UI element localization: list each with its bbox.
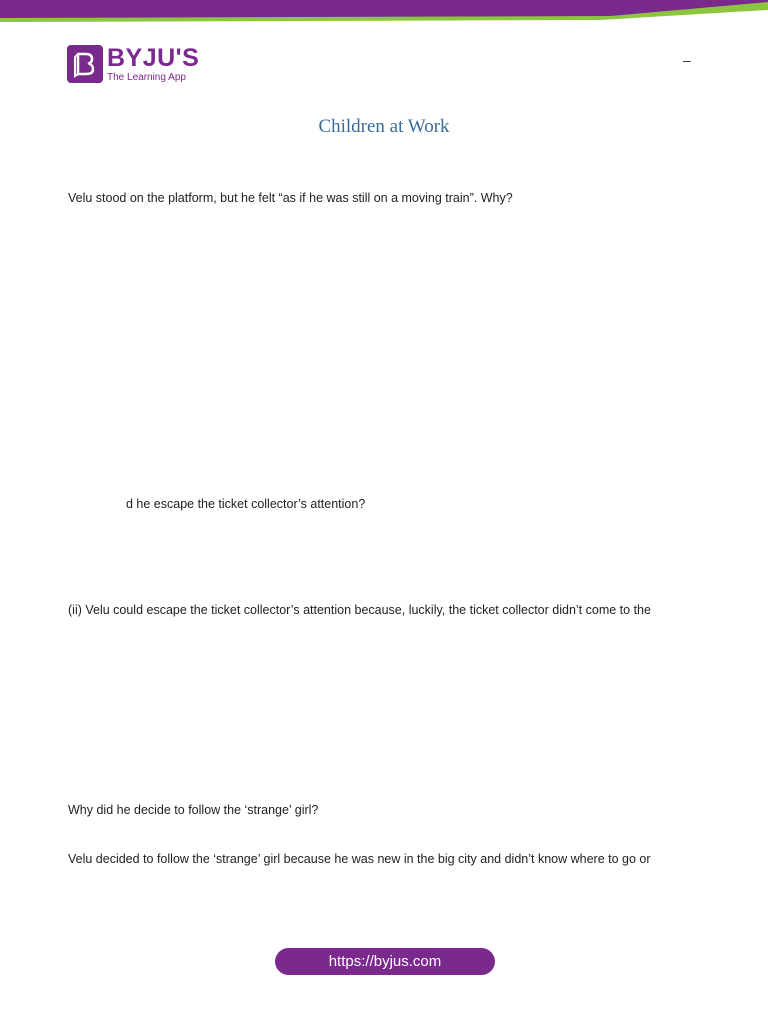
document-title: Children at Work <box>318 116 450 137</box>
footer-url-link[interactable]: https://byjus.com <box>275 948 495 975</box>
corner-mark: – <box>683 52 691 68</box>
answer-3: Velu decided to follow the ‘strange’ girl because he was new in the big city and didn’t know where to go or <box>68 852 651 866</box>
question-1: Velu stood on the platform, but he felt “as if he was still on a moving train”. Why? <box>68 191 513 205</box>
byjus-logo-icon <box>67 45 103 83</box>
header-banner <box>0 0 768 30</box>
byjus-logo <box>67 45 199 83</box>
answer-2: (ii) Velu could escape the ticket collector’s attention because, luckily, the ticket collector didn’t come to the <box>68 603 651 617</box>
question-3: Why did he decide to follow the ‘strange’ girl? <box>68 803 319 817</box>
question-2-fragment: d he escape the ticket collector’s attention? <box>126 497 366 511</box>
logo-tagline: The Learning App <box>107 71 186 83</box>
logo-brand-text: BYJU'S <box>107 43 200 72</box>
